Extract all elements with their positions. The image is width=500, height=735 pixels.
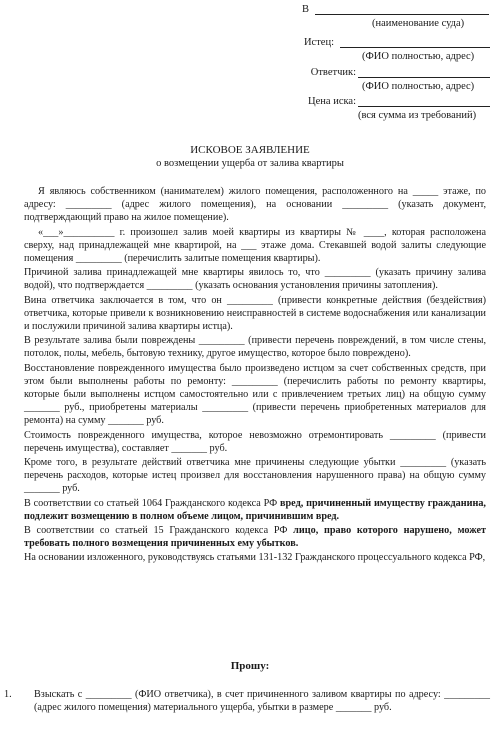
price-field[interactable]: [358, 96, 490, 107]
law-text: В соответствии со статьей 1064 Гражданского кодекса РФ: [24, 497, 281, 509]
list-item: [4, 688, 490, 714]
court-hint: (наименование суда): [372, 18, 465, 29]
paragraph: Восстановление поврежденного имущества было произведено истцом за счет собственных средств, при этом были выполнены работы по ремонту: _________ (перечислить работы по ремонту квартиры, которые были выполнены истцом самостоятельно или с привлечением третьих лиц) на общую сумму _______ руб., приобретены материалы _________ (привести перечень приобретенных материалов для ремонта) на сумму _______ руб.: [24, 362, 486, 427]
paragraph: В результате залива были повреждены _________ (привести перечень повреждений, в том числе стены, потолок, полы, мебель, бытовую технику, другое имущество, которое было повреждено).: [24, 335, 486, 360]
defendant-label: Ответчик:: [310, 67, 356, 78]
plaintiff-hint: (ФИО полностью, адрес): [362, 51, 475, 62]
basis-paragraph: На основании изложенного, руководствуясь статьями 131-132 Гражданского процессуального кодекса РФ,: [24, 552, 486, 564]
paragraph: Вина ответчика заключается в том, что он _________ (привести конкретные действия (бездействия) ответчика, которые привели к возникновению неисправностей в системе водоснабжения или канализации и послужили причиной залива квартиры истца).: [24, 294, 486, 333]
paragraph: Стоимость поврежденного имущества, которое невозможно отремонтировать _________ (привести перечень имущества), составляет _______ руб.: [24, 429, 486, 454]
document-subtitle: о возмещении ущерба от залива квартиры: [156, 158, 344, 169]
defendant-field[interactable]: [358, 67, 490, 78]
claim-body: [24, 185, 486, 566]
defendant-hint: (ФИО полностью, адрес): [362, 81, 475, 92]
price-label: Цена иска:: [308, 96, 356, 107]
law-quote: лицо, право которого нарушено, может требовать полного возмещения причиненных ему убытков.: [24, 525, 486, 550]
law-text: В соответствии со статьей 15 Гражданского кодекса РФ: [24, 525, 294, 537]
paragraph: «___»__________ г. произошел залив моей квартиры из квартиры № ____, которая расположена сверху, над принадлежащей мне квартирой, на ___ этаже дома. Стекавшей водой залиты следующие помещения _________ (перечислить залитые помещения квартиры).: [24, 226, 486, 265]
court-prefix: В: [302, 4, 310, 15]
plaintiff-label: Истец:: [303, 37, 334, 48]
list-item-text: Взыскать с _________ (ФИО ответчика), в счет причиненного заливом квартиры по адресу: _________ (адрес жилого помещения) материального ущерба, убытки в размере _______ руб.: [34, 689, 490, 714]
court-field[interactable]: [315, 4, 489, 15]
law-paragraph-1064: [24, 497, 486, 523]
paragraph: Кроме того, в результате действий ответчика мне причинены следующие убытки _________ (указать перечень расходов, которые истец произвел для восстановления нарушенного права) на общую сумму _______ руб.: [24, 457, 486, 495]
plaintiff-field[interactable]: [340, 37, 490, 48]
law-quote: вред, причиненный имуществу гражданина, подлежит возмещению в полном объеме лицом, причинившим вред.: [24, 497, 486, 522]
paragraph: Я являюсь собственником (нанимателем) жилого помещения, расположенного на _____ этаже, по адресу: _________ (адрес жилого помещения), на основании _________ (указать документ, подтверждающий право на жилое помещение).: [24, 186, 486, 224]
paragraph: Причиной залива принадлежащей мне квартиры явилось то, что _________ (указать причину залива водой), что подтверждается _________ (указать основания установления причины затопления).: [24, 267, 486, 292]
document-title: ИСКОВОЕ ЗАЯВЛЕНИЕ: [190, 144, 310, 156]
price-hint: (вся сумма из требований): [358, 110, 477, 121]
request-heading: Прошу:: [230, 660, 270, 672]
request-list: [4, 688, 490, 714]
list-item-number: 1.: [4, 689, 12, 700]
law-paragraph-15: [24, 524, 486, 550]
